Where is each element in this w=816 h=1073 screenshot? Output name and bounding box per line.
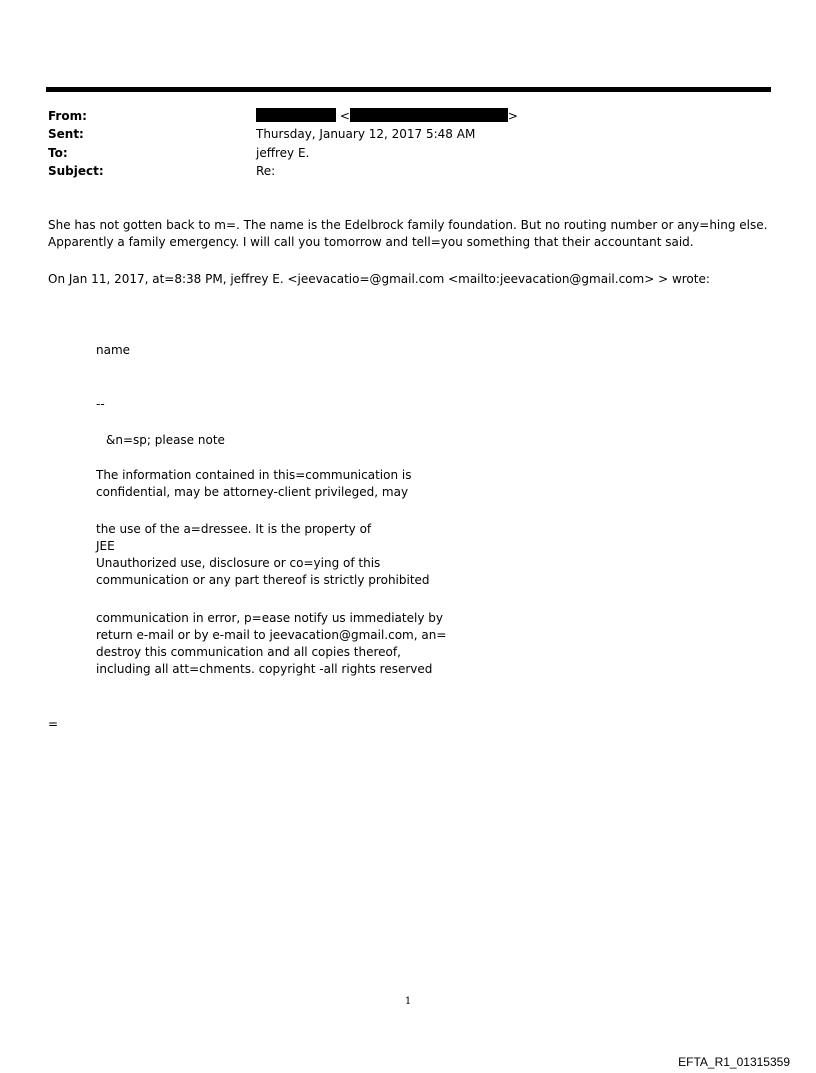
- body-line-1: She has not gotten back to m=. The name is the Edelbrock family foundation. But no routing number or any=hing else.: [48, 218, 768, 232]
- disclaimer-para-1-line-1: The information contained in this=communication is: [96, 468, 412, 482]
- page-number: 1: [404, 996, 412, 1007]
- to-value: jeffrey E.: [256, 146, 310, 160]
- body-line-2: Apparently a family emergency. I will call you tomorrow and tell=you something that their accountant said.: [48, 235, 694, 249]
- disclaimer-para-3-line-3: destroy this communication and all copies thereof,: [96, 645, 401, 659]
- disclaimer-para-3-line-2: return e-mail or by e-mail to jeevacation@gmail.com, an=: [96, 628, 447, 642]
- subject-label: Subject:: [48, 164, 104, 178]
- sent-value: Thursday, January 12, 2017 5:48 AM: [256, 127, 476, 141]
- reply-header: On Jan 11, 2017, at=8:38 PM, jeffrey E. <jeevacatio=@gmail.com <mailto:jeevacation@gmail.com> > wrote:: [48, 272, 710, 286]
- document-id: EFTA_R1_01315359: [678, 1055, 790, 1069]
- subject-value: Re:: [256, 164, 276, 178]
- redacted-sender-name: [256, 108, 336, 122]
- disclaimer-para-2-line-4: communication or any part thereof is strictly prohibited: [96, 573, 430, 587]
- trailing-equals: =: [48, 717, 59, 731]
- disclaimer-para-1-line-2: confidential, may be attorney-client privileged, may: [96, 485, 409, 499]
- signature-separator: --: [96, 397, 105, 411]
- disclaimer-para-2-line-3: Unauthorized use, disclosure or co=ying of this: [96, 556, 381, 570]
- from-value: [256, 108, 518, 124]
- from-label: From:: [48, 109, 87, 123]
- from-close-bracket: >: [507, 109, 518, 123]
- redacted-sender-email: [350, 108, 508, 122]
- to-label: To:: [48, 146, 68, 160]
- disclaimer-para-2-line-2: JEE: [96, 539, 115, 553]
- sent-label: Sent:: [48, 127, 84, 141]
- disclaimer-para-2-line-1: the use of the a=dressee. It is the property of: [96, 522, 372, 536]
- disclaimer-para-3-line-1: communication in error, p=ease notify us immediately by: [96, 611, 443, 625]
- disclaimer-para-3-line-4: including all att=chments. copyright -all rights reserved: [96, 662, 433, 676]
- from-open-bracket: <: [339, 109, 350, 123]
- quoted-name: name: [96, 343, 131, 357]
- please-note: &n=sp; please note: [106, 433, 225, 447]
- header-divider: [46, 87, 771, 92]
